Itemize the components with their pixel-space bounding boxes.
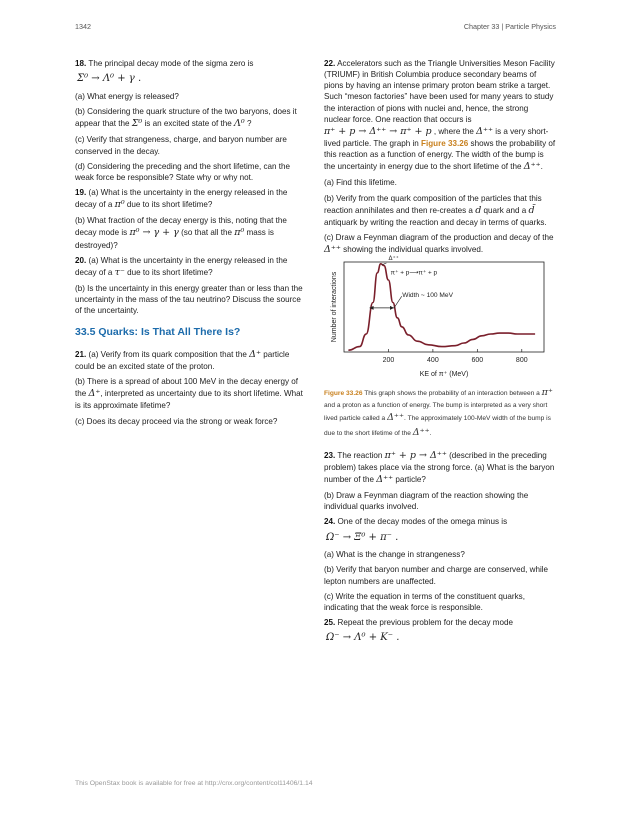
figure-33-26-chart bbox=[324, 256, 556, 380]
interaction-graph bbox=[324, 256, 556, 380]
problem-24c: (c) Write the equation in terms of the constituent quarks, indicating that the weak force is responsible. bbox=[324, 591, 525, 612]
y-axis-label: Number of interactions bbox=[331, 272, 338, 343]
problem-22: 22. Accelerators such as the Triangle Universities Meson Facility (TRIUMF) in British Columbia produce secondary beams of pions by having an intense primary proton beam strike a target. Such “meson factories” have been used for many years to study the interaction of pions with nuclei and, hence, the strong nuclear force. One reaction that occurs is π⁺ + p → Δ⁺⁺ → π⁺ + p , where the Δ⁺⁺ is a very short-lived particle. The graph in Figure 33.26 shows the probability of this reaction as a function of energy. The width of the bump is the uncertainty in energy due to the short lifetime of the Δ⁺⁺. bbox=[324, 59, 556, 173]
problem-19b: (b) What fraction of the decay energy is this, noting that the decay mode is π⁰ → γ + γ (so that all the π⁰ mass is destroyed)? bbox=[75, 216, 287, 250]
problem-21b: (b) There is a spread of about 100 MeV in the decay energy of the Δ⁺, interpreted as uncertainty due to its short lifetime. What is its approximate lifetime? bbox=[75, 377, 303, 411]
figure-link[interactable]: Figure 33.26 bbox=[421, 139, 469, 149]
problem-19: 19. (a) What is the uncertainty in the energy released in the decay of a π⁰ due to its short lifetime? bbox=[75, 188, 288, 211]
chapter-title: Chapter 33 | Particle Physics bbox=[463, 22, 556, 31]
x-tick-label: 400 bbox=[427, 357, 439, 365]
problem-18c: (c) Verify that strangeness, charge, and baryon number are conserved in the decay. bbox=[75, 135, 287, 156]
problem-23: 23. The reaction π⁺ + p → Δ⁺⁺ (described in the preceding problem) takes place via the strong force. (a) What is the baryon number of the Δ⁺⁺ particle? bbox=[324, 449, 555, 485]
problem-21: 21. (a) Verify from its quark composition that the Δ⁺ particle could be an excited state of the proton. bbox=[75, 348, 290, 372]
problem-21c: (c) Does its decay proceed via the strong or weak force? bbox=[75, 416, 278, 426]
figure-caption: Figure 33.26 This graph shows the probability of an interaction between a π⁺ and a proton as a function of energy. The bump is interpreted as a very short lived particle called a Δ⁺⁺. The approximately 100-MeV width of the bump is due to the short lifetime of the Δ⁺⁺. bbox=[324, 387, 553, 438]
problem-23b: (b) Draw a Feynman diagram of the reaction showing the individual quarks involved. bbox=[324, 491, 529, 512]
width-arrow-right bbox=[390, 306, 394, 310]
problem-24: 24. One of the decay modes of the omega minus is Ω⁻ → Ξ⁰ + π⁻ . bbox=[324, 517, 508, 543]
problem-24b: (b) Verify that baryon number and charge are conserved, while lepton numbers are unaffected. bbox=[324, 565, 549, 586]
x-tick-label: 800 bbox=[515, 357, 528, 365]
x-axis-label: KE of π⁺ (MeV) bbox=[419, 371, 469, 379]
problem-22a: (a) Find this lifetime. bbox=[324, 178, 397, 188]
problem-22c: (c) Draw a Feynman diagram of the production and decay of the Δ⁺⁺ showing the individual quarks involved. bbox=[324, 233, 554, 256]
series-line bbox=[348, 264, 535, 350]
problem-20: 20. (a) What is the uncertainty in the energy released in the decay of a τ⁻ due to its short lifetime? bbox=[75, 255, 288, 278]
footer: This OpenStax book is available for free at http://cnx.org/content/col11406/1.14 bbox=[75, 780, 313, 787]
problem-25: 25. Repeat the previous problem for the decay mode Ω⁻ → Λ⁰ + K⁻ . bbox=[324, 618, 513, 644]
left-column bbox=[75, 58, 305, 431]
problem-18b: (b) Considering the quark structure of the two baryons, does it appear that the Σ⁰ is an excited state of the Λ⁰ ? bbox=[75, 107, 297, 130]
width-leader bbox=[394, 297, 402, 309]
plot-frame bbox=[344, 262, 544, 352]
problem-20b: (b) Is the uncertainty in this energy greater than or less than the uncertainty in the mass of the tau neutrino? Discuss the source of the uncertainty. bbox=[75, 283, 303, 316]
problem-18a: (a) What energy is released? bbox=[75, 91, 179, 101]
peak-label: Δ⁺⁺ bbox=[388, 256, 399, 263]
width-label: Width ~ 100 MeV bbox=[402, 292, 453, 300]
problem-18d: (d) Considering the preceding and the short lifetime, can the weak force be responsible? State why or why not. bbox=[75, 161, 291, 182]
page-number: 1342 bbox=[75, 22, 91, 31]
problem-18: 18. The principal decay mode of the sigma zero is Σ⁰ → Λ⁰ + γ . bbox=[75, 59, 254, 85]
x-tick-label: 200 bbox=[382, 357, 395, 365]
peak-leader bbox=[382, 263, 386, 265]
x-tick-label: 600 bbox=[471, 357, 484, 365]
section-title: 33.5 Quarks: Is That All There Is? bbox=[75, 326, 241, 339]
reaction-label: π⁺ + p⟶π⁺ + p bbox=[390, 269, 438, 277]
right-column bbox=[324, 58, 556, 650]
problem-22b: (b) Verify from the quark composition of the particles that this reaction annihilates and then re-creates a d quark and a d̄ antiquark by writing the reaction and decay in terms of quarks. bbox=[324, 193, 547, 227]
problem-24a: (a) What is the change in strangeness? bbox=[324, 550, 465, 560]
